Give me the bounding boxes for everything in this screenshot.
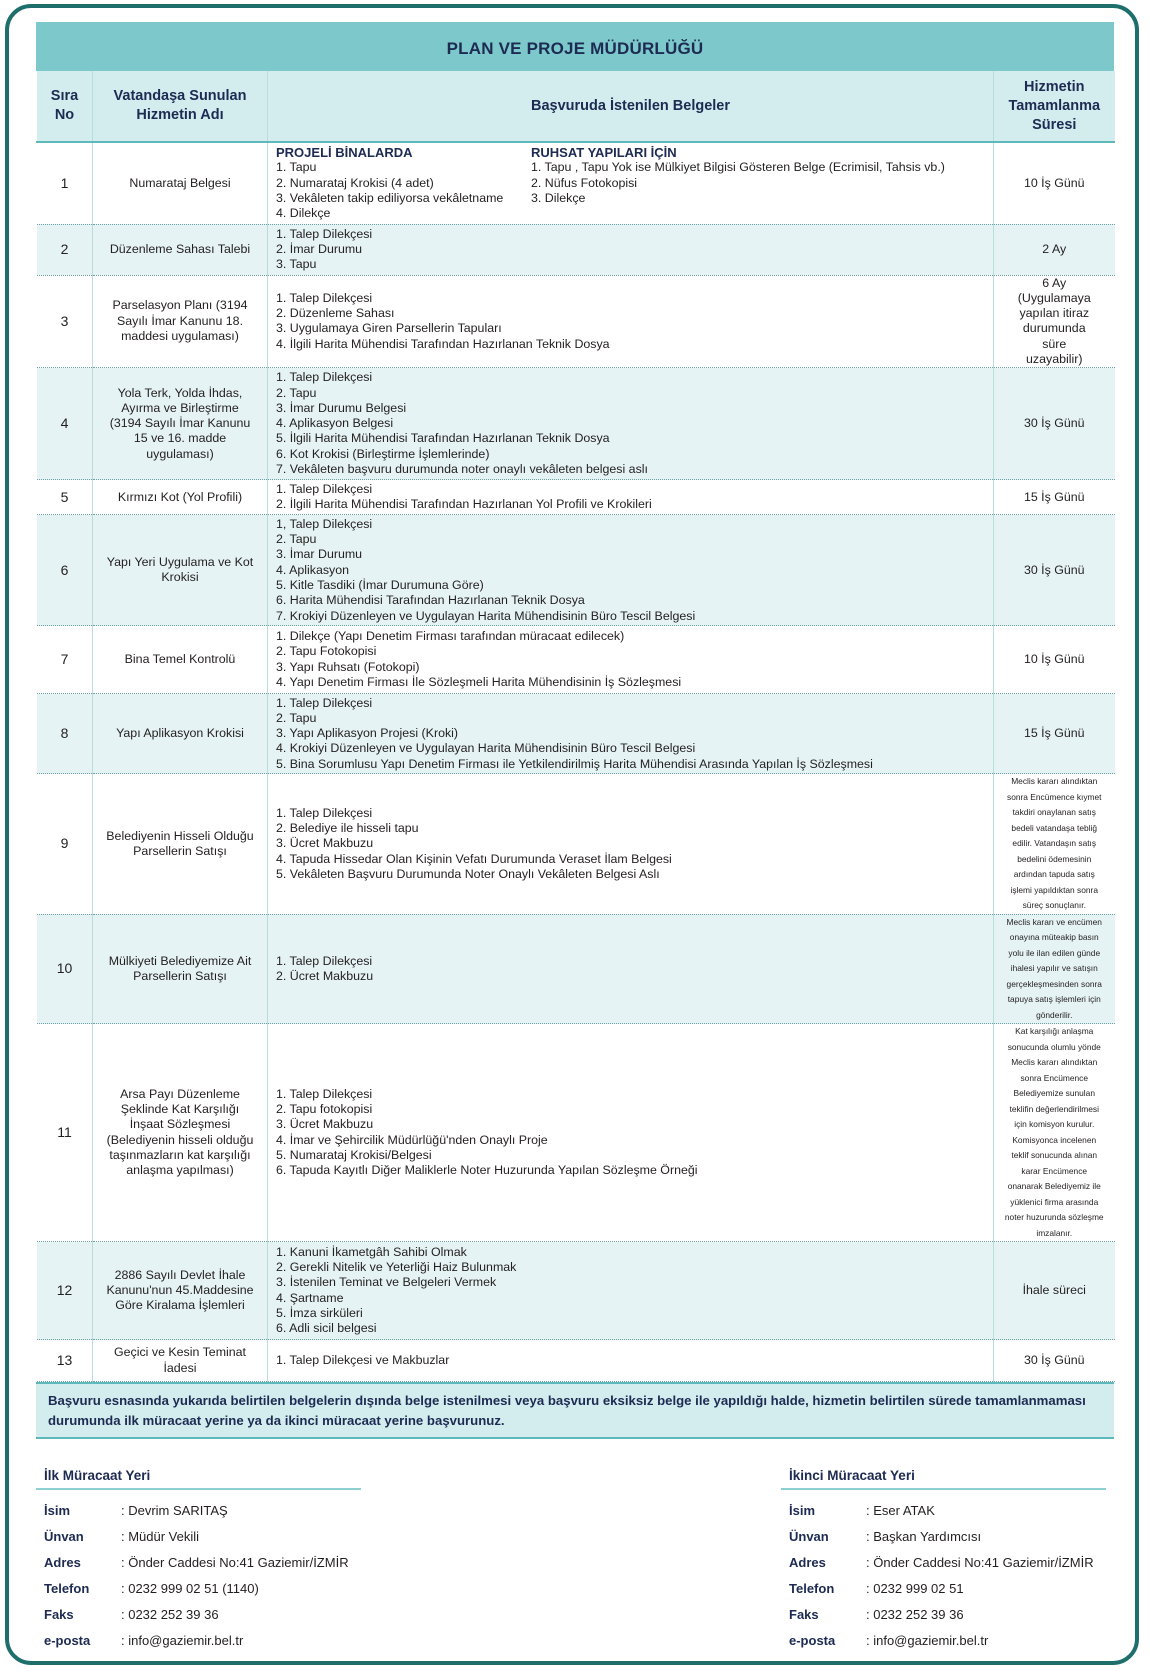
document-item: 2. Tapu [276, 710, 317, 725]
document-item: 1. Dilekçe (Yapı Denetim Firması tarafından müracaat edilecek) [276, 629, 625, 644]
document-item: 4. Krokiyi Düzenleyen ve Uygulayan Harita Mühendisinin Büro Tescil Belgesi [276, 741, 696, 756]
header-service: Vatandaşa Sunulan Hizmetin Adı [93, 71, 268, 142]
document-group [531, 145, 945, 221]
contact-row [781, 1550, 1106, 1576]
duration-line: Meclis kararı ve encümen [1006, 916, 1102, 927]
document-item: 3. İstenilen Teminat ve Belgeleri Vermek [276, 1275, 497, 1290]
duration-line: takdiri onaylanan satış [1012, 807, 1096, 818]
contact-row [781, 1602, 1106, 1628]
document-item: 4. Aplikasyon [276, 562, 350, 577]
duration-line: onayına müteakip basın [1009, 932, 1099, 943]
duration-line: Kat karşılığı anlaşma [1015, 1026, 1094, 1037]
duration-line: teklif sonucunda alınan [1011, 1150, 1098, 1161]
table-row [37, 368, 1115, 480]
contact-value: : 0232 999 02 51 (1140) [121, 1581, 259, 1596]
row-number: 12 [37, 1242, 93, 1340]
document-item: 2. Tapu Fotokopisi [276, 644, 377, 659]
document-item: 6. Kot Krokisi (Birleştirme İşlemlerinde) [276, 446, 490, 461]
contact-label: İsim [789, 1503, 816, 1518]
duration-cell: 10 İş Günü [994, 626, 1115, 694]
contact-value: : 0232 999 02 51 [866, 1581, 964, 1596]
row-number: 6 [37, 515, 93, 626]
contact-value: : 0232 252 39 36 [866, 1607, 964, 1622]
document-group-heading: RUHSAT YAPILARI İÇİN [531, 145, 677, 160]
table-row [37, 774, 1115, 915]
documents-cell [268, 694, 994, 774]
row-number: 8 [37, 694, 93, 774]
duration-line: bedeli vatandaşa tebliğ [1011, 822, 1098, 833]
document-item: 1. Talep Dilekçesi [276, 953, 373, 968]
row-number: 2 [37, 224, 93, 275]
contact-label: Ünvan [44, 1529, 84, 1544]
documents-cell [268, 368, 994, 480]
service-name: Belediyenin Hisseli Olduğu Parsellerin Satışı [93, 774, 268, 915]
document-item: 2. Gerekli Nitelik ve Yeterliği Haiz Bulunmak [276, 1260, 517, 1275]
document-item: 1. Tapu [276, 160, 317, 175]
document-item: 1. Talep Dilekçesi [276, 290, 373, 305]
documents-cell [268, 480, 994, 515]
document-item: 4. İmar ve Şehircilik Müdürlüğü'nden Onaylı Proje [276, 1132, 548, 1147]
duration-line: yolu ile ilan edilen günde [1008, 947, 1101, 958]
document-item: 3. İmar Durumu [276, 547, 363, 562]
duration-line: gönderilir. [1036, 1009, 1073, 1020]
document-item: 5. Numarataj Krokisi/Belgesi [276, 1148, 432, 1163]
documents-cell [268, 626, 994, 694]
documents-cell [268, 1340, 994, 1382]
document-item: 7. Vekâleten başvuru durumunda noter onaylı vekâleten belgesi aslı [276, 462, 648, 477]
document-item: 1. Talep Dilekçesi [276, 370, 373, 385]
table-header [37, 71, 1115, 142]
document-item: 1. Talep Dilekçesi [276, 695, 373, 710]
contact-heading: İlk Müracaat Yeri [36, 1468, 361, 1490]
duration-line: Meclis kararı alındıktan [1011, 1057, 1098, 1068]
table-row [37, 1024, 1115, 1242]
document-item: 2. İmar Durumu [276, 241, 363, 256]
document-item: 3. Ücret Makbuzu [276, 836, 374, 851]
document-item: 5. Vekâleten Başvuru Durumunda Noter Onaylı Vekâleten Belgesi Aslı [276, 866, 660, 881]
contact-value: : info@gaziemir.bel.tr [121, 1633, 244, 1648]
duration-line: işlemi yapıldıktan sonra [1010, 884, 1098, 895]
duration-line: imzalanır. [1036, 1227, 1073, 1238]
document-item: 3. İmar Durumu Belgesi [276, 400, 407, 415]
service-name: Geçici ve Kesin Teminat İadesi [93, 1340, 268, 1382]
duration-cell: 15 İş Günü [994, 694, 1115, 774]
table-row [37, 275, 1115, 368]
table-row [37, 515, 1115, 626]
header-no: Sıra No [37, 71, 93, 142]
row-number: 7 [37, 626, 93, 694]
document-item: 1. Talep Dilekçesi [276, 481, 373, 496]
documents-cell [268, 1024, 994, 1242]
contact-row [36, 1550, 361, 1576]
contact-row [36, 1524, 361, 1550]
row-number: 3 [37, 275, 93, 368]
document-item: 2. İlgili Harita Mühendisi Tarafından Hazırlanan Yol Profili ve Krokileri [276, 497, 652, 512]
contact-value: : 0232 252 39 36 [121, 1607, 219, 1622]
second-contact-block [781, 1468, 1106, 1654]
contact-row [781, 1498, 1106, 1524]
document-item: 3. Vekâleten takip ediliyorsa vekâletname [276, 190, 504, 205]
duration-line: ardından tapuda satış [1013, 869, 1095, 880]
duration-line: bedelini ödemesinin [1017, 853, 1092, 864]
row-number: 9 [37, 774, 93, 915]
notice-text: Başvuru esnasında yukarıda belirtilen belgelerin dışında belge istenilmesi veya başvuru eksiksiz belge ile yapıldığı halde, hizmetin belirtilen sürede tamamlanmaması durumunda ilk müracaat yerine ya da ikinci müracaat yerine başvurunuz. [36, 1382, 1114, 1439]
contact-label: Telefon [44, 1581, 90, 1596]
contact-label: İsim [44, 1503, 71, 1518]
document-item: 4. Tapuda Hissedar Olan Kişinin Vefatı Durumunda Veraset İlam Belgesi [276, 851, 672, 866]
service-name: Yola Terk, Yolda İhdas, Ayırma ve Birleştirme (3194 Sayılı İmar Kanunu 15 ve 16. madde uygulaması) [93, 368, 268, 480]
document-item: 1. Tapu , Tapu Yok ise Mülkiyet Bilgisi Gösteren Belge (Ecrimisil, Tahsis vb.) [531, 160, 945, 175]
document-item: 2. Tapu fotokopisi [276, 1102, 373, 1117]
contact-value: : Önder Caddesi No:41 Gaziemir/İZMİR [121, 1555, 349, 1570]
row-number: 13 [37, 1340, 93, 1382]
document-item: 4. Aplikasyon Belgesi [276, 416, 394, 431]
document-item: 5. İlgili Harita Mühendisi Tarafından Hazırlanan Teknik Dosya [276, 431, 610, 446]
contact-label: e-posta [44, 1633, 91, 1648]
document-item: 5. İmza sirküleri [276, 1306, 363, 1321]
duration-cell: 6 Ay (Uygulamaya yapılan itiraz durumunda süre uzayabilir) [994, 275, 1115, 368]
header-duration: Hizmetin Tamamlanma Süresi [994, 71, 1115, 142]
contact-label: Faks [789, 1607, 819, 1622]
service-name: Parselasyon Planı (3194 Sayılı İmar Kanunu 18. maddesi uygulaması) [93, 275, 268, 368]
service-name: Kırmızı Kot (Yol Profili) [93, 480, 268, 515]
contact-heading: İkinci Müracaat Yeri [781, 1468, 1106, 1490]
duration-line: sonra Encümence kıymet [1007, 791, 1102, 802]
table-row [37, 142, 1115, 224]
document-item: 3. Dilekçe [531, 190, 586, 205]
document-group [276, 145, 531, 221]
duration-line: Komisyonca incelenen [1012, 1134, 1097, 1145]
duration-cell: 30 İş Günü [994, 515, 1115, 626]
contact-value: : Eser ATAK [866, 1503, 935, 1518]
documents-cell [268, 515, 994, 626]
duration-line: tapuya satış işlemleri için [1007, 994, 1101, 1005]
contact-row [781, 1576, 1106, 1602]
service-name: Düzenleme Sahası Talebi [93, 224, 268, 275]
service-name: Numarataj Belgesi [93, 142, 268, 224]
document-item: 1. Talep Dilekçesi [276, 805, 373, 820]
table-row [37, 626, 1115, 694]
services-table [36, 71, 1115, 1382]
document-item: 3. Uygulamaya Giren Parsellerin Tapuları [276, 321, 502, 336]
contact-row [36, 1498, 361, 1524]
duration-cell: 2 Ay [994, 224, 1115, 275]
document-item: 4. Dilekçe [276, 206, 331, 221]
service-name: Arsa Payı Düzenleme Şeklinde Kat Karşılığı İnşaat Sözleşmesi (Belediyenin hisseli olduğu taşınmazların kat karşılığı anlaşma yapılması) [93, 1024, 268, 1242]
document-item: 3. Yapı Aplikasyon Projesi (Kroki) [276, 726, 459, 741]
documents-cell [268, 224, 994, 275]
contact-row [36, 1628, 361, 1654]
duration-line: noter huzurunda sözleşme [1004, 1212, 1104, 1223]
service-name: Yapı Aplikasyon Krokisi [93, 694, 268, 774]
table-row [37, 694, 1115, 774]
contact-value: : Devrim SARITAŞ [121, 1503, 228, 1518]
document-item: 6. Adli sicil belgesi [276, 1321, 377, 1336]
service-name: Yapı Yeri Uygulama ve Kot Krokisi [93, 515, 268, 626]
service-name: 2886 Sayılı Devlet İhale Kanunu'nun 45.Maddesine Göre Kiralama İşlemleri [93, 1242, 268, 1340]
row-number: 5 [37, 480, 93, 515]
documents-cell [268, 275, 994, 368]
table-row [37, 1242, 1115, 1340]
duration-cell: İhale süreci [994, 1242, 1115, 1340]
duration-cell: 15 İş Günü [994, 480, 1115, 515]
document-item: 2. Belediye ile hisseli tapu [276, 821, 419, 836]
first-contact-block [36, 1468, 361, 1654]
document-item: 1. Talep Dilekçesi ve Makbuzlar [276, 1353, 450, 1368]
duration-line: teklifin değerlendirilmesi [1009, 1103, 1099, 1114]
document-item: 5. Bina Sorumlusu Yapı Denetim Firması ile Yetkilendirilmiş Harita Mühendisi Arasında Yapılan İş Sözleşmesi [276, 756, 873, 771]
contact-label: Adres [789, 1555, 826, 1570]
table-row [37, 480, 1115, 515]
row-number: 11 [37, 1024, 93, 1242]
document-item: 4. Yapı Denetim Firması İle Sözleşmeli Harita Mühendisinin İş Sözleşmesi [276, 675, 682, 690]
duration-line: Belediyemize sunulan [1013, 1088, 1095, 1099]
row-number: 10 [37, 914, 93, 1024]
document-item: 2. Ücret Makbuzu [276, 969, 374, 984]
documents-cell [268, 142, 994, 224]
document-item: 1. Talep Dilekçesi [276, 1086, 373, 1101]
document-group-heading: PROJELİ BİNALARDA [276, 145, 413, 160]
contact-row [36, 1576, 361, 1602]
duration-line: gerçekleşmesinden sonra [1006, 978, 1102, 989]
row-number: 1 [37, 142, 93, 224]
duration-line: sonra Encümence [1020, 1072, 1088, 1083]
document-item: 1, Talep Dilekçesi [276, 516, 373, 531]
duration-cell: 30 İş Günü [994, 1340, 1115, 1382]
contact-label: Ünvan [789, 1529, 829, 1544]
duration-cell [994, 914, 1115, 1024]
duration-cell [994, 1024, 1115, 1242]
duration-line: yüklenici firma arasında [1010, 1196, 1099, 1207]
document-item: 2. Düzenleme Sahası [276, 306, 395, 321]
document-item: 4. İlgili Harita Mühendisi Tarafından Hazırlanan Teknik Dosya [276, 336, 610, 351]
document-item: 6. Harita Mühendisi Tarafından Hazırlanan Teknik Dosya [276, 593, 585, 608]
document-item: 2. Tapu [276, 532, 317, 547]
table-body [37, 142, 1115, 1382]
document-item: 5. Kitle Tasdiki (İmar Durumuna Göre) [276, 577, 484, 592]
header-documents: Başvuruda İstenilen Belgeler [268, 71, 994, 142]
contact-value: : info@gaziemir.bel.tr [866, 1633, 989, 1648]
contact-value: : Müdür Vekili [121, 1529, 200, 1544]
contact-row [36, 1602, 361, 1628]
document-item: 4. Şartname [276, 1290, 344, 1305]
contact-row [781, 1628, 1106, 1654]
duration-line: ihalesi yapılır ve satışın [1010, 963, 1098, 974]
service-name: Mülkiyeti Belediyemize Ait Parsellerin Satışı [93, 914, 268, 1024]
contact-label: Telefon [789, 1581, 835, 1596]
contact-value: : Başkan Yardımcısı [866, 1529, 982, 1544]
table-row [37, 224, 1115, 275]
document-item: 2. Nüfus Fotokopisi [531, 175, 638, 190]
document-item: 3. Tapu [276, 257, 317, 272]
duration-line: karar Encümence [1021, 1165, 1088, 1176]
contact-value: : Önder Caddesi No:41 Gaziemir/İZMİR [866, 1555, 1094, 1570]
contact-label: Faks [44, 1607, 74, 1622]
documents-cell [268, 914, 994, 1024]
table-row [37, 914, 1115, 1024]
document-item: 2. Numarataj Krokisi (4 adet) [276, 175, 434, 190]
duration-cell [994, 774, 1115, 915]
contact-label: Adres [44, 1555, 81, 1570]
duration-line: onanarak Belediyemiz ile [1007, 1181, 1101, 1192]
page-title: PLAN VE PROJE MÜDÜRLÜĞÜ [36, 22, 1114, 71]
table-row [37, 1340, 1115, 1382]
document-item: 1. Kanuni İkametgâh Sahibi Olmak [276, 1244, 467, 1259]
document-item: 1. Talep Dilekçesi [276, 226, 373, 241]
duration-line: edilir. Vatandaşın satış [1012, 838, 1097, 849]
duration-cell: 10 İş Günü [994, 142, 1115, 224]
document-item: 2. Tapu [276, 385, 317, 400]
duration-line: Meclis kararı alındıktan [1011, 776, 1098, 787]
duration-line: sonucunda olumlu yönde [1007, 1041, 1101, 1052]
document-item: 6. Tapuda Kayıtlı Diğer Maliklerle Noter Huzurunda Yapılan Sözleşme Örneği [276, 1163, 698, 1178]
document-item: 3. Yapı Ruhsatı (Fotokopi) [276, 659, 420, 674]
duration-line: süreç sonuçlanır. [1022, 900, 1086, 911]
contact-label: e-posta [789, 1633, 836, 1648]
document [36, 22, 1114, 1439]
documents-cell [268, 774, 994, 915]
document-item: 7. Krokiyi Düzenleyen ve Uygulayan Harita Mühendisinin Büro Tescil Belgesi [276, 608, 696, 623]
row-number: 4 [37, 368, 93, 480]
service-name: Bina Temel Kontrolü [93, 626, 268, 694]
documents-cell [268, 1242, 994, 1340]
contact-row [781, 1524, 1106, 1550]
duration-cell: 30 İş Günü [994, 368, 1115, 480]
duration-line: için komisyon kurulur. [1014, 1119, 1095, 1130]
document-item: 3. Ücret Makbuzu [276, 1117, 374, 1132]
